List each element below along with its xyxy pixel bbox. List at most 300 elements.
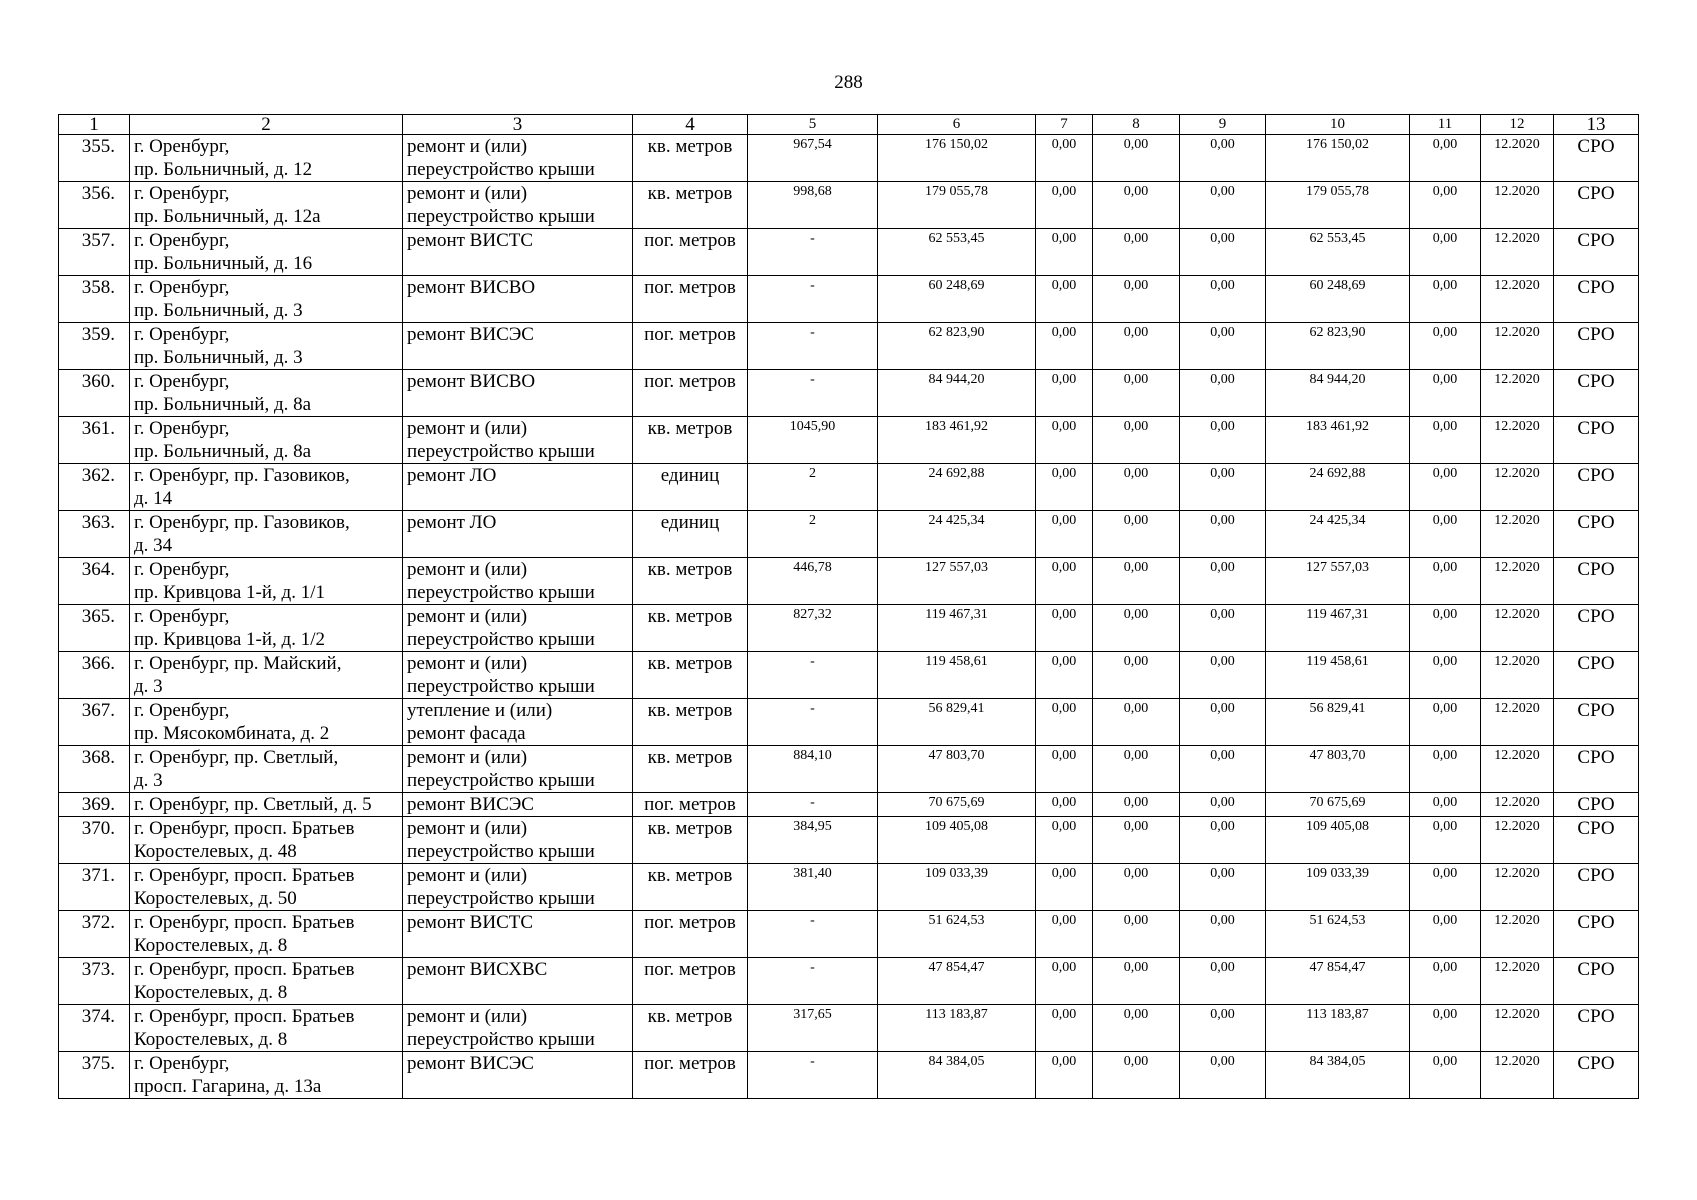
address-cell-line: г. Оренбург, пр. Майский, xyxy=(134,653,342,674)
work-type-cell-line: переустройство крыши xyxy=(407,629,595,650)
address-cell xyxy=(130,370,403,417)
row-number: 367. xyxy=(59,699,130,746)
value-cell-c9: 0,00 xyxy=(1180,605,1266,652)
value-cell-c9: 0,00 xyxy=(1180,323,1266,370)
unit-cell: пог. метров xyxy=(633,323,748,370)
value-cell-c12: 12.2020 xyxy=(1481,793,1554,817)
row-number: 363. xyxy=(59,511,130,558)
value-cell-c5: 317,65 xyxy=(748,1005,878,1052)
executor-cell: СРО xyxy=(1554,370,1639,417)
column-number: 3 xyxy=(403,115,633,135)
column-number: 5 xyxy=(748,115,878,135)
unit-cell: кв. метров xyxy=(633,135,748,182)
value-cell-c5: 967,54 xyxy=(748,135,878,182)
address-cell xyxy=(130,817,403,864)
value-cell-c6: 109 033,39 xyxy=(878,864,1036,911)
executor-cell: СРО xyxy=(1554,511,1639,558)
column-number: 7 xyxy=(1036,115,1093,135)
work-type-cell-line: переустройство крыши xyxy=(407,159,595,180)
page-number: 288 xyxy=(834,72,863,93)
address-cell xyxy=(130,464,403,511)
value-cell-c5: 446,78 xyxy=(748,558,878,605)
value-cell-c6: 60 248,69 xyxy=(878,276,1036,323)
executor-cell: СРО xyxy=(1554,417,1639,464)
row-number: 366. xyxy=(59,652,130,699)
table-row xyxy=(59,1052,1639,1099)
value-cell-c9: 0,00 xyxy=(1180,558,1266,605)
value-cell-c9: 0,00 xyxy=(1180,135,1266,182)
value-cell-c8: 0,00 xyxy=(1093,958,1180,1005)
value-cell-c7: 0,00 xyxy=(1036,1005,1093,1052)
value-cell-c10: 109 033,39 xyxy=(1266,864,1410,911)
table-row xyxy=(59,370,1639,417)
value-cell-c8: 0,00 xyxy=(1093,605,1180,652)
table-row xyxy=(59,864,1639,911)
value-cell-c5: - xyxy=(748,229,878,276)
address-cell-line: пр. Больничный, д. 3 xyxy=(134,347,303,368)
value-cell-c6: 109 405,08 xyxy=(878,817,1036,864)
row-number: 355. xyxy=(59,135,130,182)
address-cell-line: г. Оренбург, пр. Светлый, д. 5 xyxy=(134,794,372,815)
unit-cell: пог. метров xyxy=(633,1052,748,1099)
value-cell-c7: 0,00 xyxy=(1036,958,1093,1005)
unit-cell: кв. метров xyxy=(633,1005,748,1052)
value-cell-c12: 12.2020 xyxy=(1481,652,1554,699)
address-cell xyxy=(130,699,403,746)
value-cell-c8: 0,00 xyxy=(1093,182,1180,229)
value-cell-c5: - xyxy=(748,1052,878,1099)
row-number: 364. xyxy=(59,558,130,605)
value-cell-c6: 113 183,87 xyxy=(878,1005,1036,1052)
address-cell-line: д. 14 xyxy=(134,488,173,509)
address-cell-line: г. Оренбург, xyxy=(134,324,230,345)
value-cell-c7: 0,00 xyxy=(1036,817,1093,864)
work-type-cell xyxy=(403,370,633,417)
value-cell-c8: 0,00 xyxy=(1093,417,1180,464)
value-cell-c12: 12.2020 xyxy=(1481,699,1554,746)
work-type-cell xyxy=(403,958,633,1005)
address-cell xyxy=(130,229,403,276)
unit-cell: кв. метров xyxy=(633,864,748,911)
address-cell xyxy=(130,511,403,558)
value-cell-c12: 12.2020 xyxy=(1481,958,1554,1005)
value-cell-c11: 0,00 xyxy=(1410,1052,1481,1099)
column-number: 8 xyxy=(1093,115,1180,135)
value-cell-c12: 12.2020 xyxy=(1481,911,1554,958)
work-type-cell xyxy=(403,699,633,746)
value-cell-c9: 0,00 xyxy=(1180,746,1266,793)
value-cell-c6: 47 803,70 xyxy=(878,746,1036,793)
row-number: 373. xyxy=(59,958,130,1005)
unit-cell: кв. метров xyxy=(633,605,748,652)
unit-cell: кв. метров xyxy=(633,558,748,605)
column-number: 11 xyxy=(1410,115,1481,135)
executor-cell: СРО xyxy=(1554,182,1639,229)
executor-cell: СРО xyxy=(1554,746,1639,793)
column-number: 2 xyxy=(130,115,403,135)
address-cell-line: пр. Кривцова 1-й, д. 1/1 xyxy=(134,582,325,603)
value-cell-c12: 12.2020 xyxy=(1481,817,1554,864)
value-cell-c11: 0,00 xyxy=(1410,323,1481,370)
work-type-cell-line: ремонт фасада xyxy=(407,723,526,744)
work-type-cell-line: ремонт и (или) xyxy=(407,1006,528,1027)
unit-cell: единиц xyxy=(633,464,748,511)
value-cell-c6: 84 944,20 xyxy=(878,370,1036,417)
work-type-cell-line: переустройство крыши xyxy=(407,582,595,603)
value-cell-c10: 127 557,03 xyxy=(1266,558,1410,605)
work-type-cell-line: переустройство крыши xyxy=(407,676,595,697)
value-cell-c10: 119 467,31 xyxy=(1266,605,1410,652)
value-cell-c7: 0,00 xyxy=(1036,464,1093,511)
work-type-cell-line: ремонт и (или) xyxy=(407,653,528,674)
address-cell-line: г. Оренбург, xyxy=(134,559,230,580)
work-type-cell xyxy=(403,229,633,276)
value-cell-c5: - xyxy=(748,793,878,817)
work-type-cell xyxy=(403,1052,633,1099)
value-cell-c7: 0,00 xyxy=(1036,699,1093,746)
table-row xyxy=(59,699,1639,746)
executor-cell: СРО xyxy=(1554,864,1639,911)
column-number: 1 xyxy=(59,115,130,135)
address-cell-line: Коростелевых, д. 50 xyxy=(134,888,297,909)
table-row xyxy=(59,958,1639,1005)
value-cell-c5: 381,40 xyxy=(748,864,878,911)
address-cell xyxy=(130,911,403,958)
address-cell-line: д. 3 xyxy=(134,770,163,791)
unit-cell: пог. метров xyxy=(633,793,748,817)
table-row xyxy=(59,135,1639,182)
value-cell-c6: 62 823,90 xyxy=(878,323,1036,370)
work-type-cell xyxy=(403,605,633,652)
value-cell-c10: 179 055,78 xyxy=(1266,182,1410,229)
column-number: 10 xyxy=(1266,115,1410,135)
value-cell-c10: 24 425,34 xyxy=(1266,511,1410,558)
row-number: 375. xyxy=(59,1052,130,1099)
work-type-cell-line: переустройство крыши xyxy=(407,841,595,862)
work-type-cell-line: ремонт и (или) xyxy=(407,747,528,768)
work-type-cell xyxy=(403,911,633,958)
row-number: 372. xyxy=(59,911,130,958)
address-cell-line: пр. Больничный, д. 12а xyxy=(134,206,321,227)
unit-cell: пог. метров xyxy=(633,276,748,323)
value-cell-c7: 0,00 xyxy=(1036,229,1093,276)
table-row xyxy=(59,558,1639,605)
value-cell-c12: 12.2020 xyxy=(1481,1005,1554,1052)
value-cell-c8: 0,00 xyxy=(1093,817,1180,864)
unit-cell: кв. метров xyxy=(633,417,748,464)
work-type-cell xyxy=(403,417,633,464)
column-number: 9 xyxy=(1180,115,1266,135)
value-cell-c8: 0,00 xyxy=(1093,229,1180,276)
value-cell-c9: 0,00 xyxy=(1180,417,1266,464)
table-row xyxy=(59,817,1639,864)
value-cell-c5: 2 xyxy=(748,511,878,558)
value-cell-c7: 0,00 xyxy=(1036,276,1093,323)
value-cell-c11: 0,00 xyxy=(1410,511,1481,558)
value-cell-c8: 0,00 xyxy=(1093,793,1180,817)
work-type-cell xyxy=(403,746,633,793)
value-cell-c6: 176 150,02 xyxy=(878,135,1036,182)
address-cell-line: г. Оренбург, просп. Братьев xyxy=(134,818,355,839)
value-cell-c5: - xyxy=(748,958,878,1005)
address-cell-line: д. 34 xyxy=(134,535,173,556)
unit-cell: кв. метров xyxy=(633,652,748,699)
work-type-cell xyxy=(403,464,633,511)
value-cell-c6: 51 624,53 xyxy=(878,911,1036,958)
value-cell-c9: 0,00 xyxy=(1180,958,1266,1005)
value-cell-c9: 0,00 xyxy=(1180,911,1266,958)
value-cell-c9: 0,00 xyxy=(1180,1052,1266,1099)
address-cell xyxy=(130,276,403,323)
value-cell-c6: 24 692,88 xyxy=(878,464,1036,511)
work-type-cell-line: ремонт ВИСЭС xyxy=(407,794,534,815)
value-cell-c6: 24 425,34 xyxy=(878,511,1036,558)
value-cell-c5: 884,10 xyxy=(748,746,878,793)
value-cell-c8: 0,00 xyxy=(1093,276,1180,323)
executor-cell: СРО xyxy=(1554,652,1639,699)
row-number: 371. xyxy=(59,864,130,911)
work-type-cell-line: переустройство крыши xyxy=(407,1029,595,1050)
value-cell-c5: - xyxy=(748,370,878,417)
value-cell-c6: 179 055,78 xyxy=(878,182,1036,229)
executor-cell: СРО xyxy=(1554,464,1639,511)
address-cell-line: г. Оренбург, пр. Светлый, xyxy=(134,747,339,768)
address-cell-line: г. Оренбург, просп. Братьев xyxy=(134,1006,355,1027)
address-cell-line: г. Оренбург, просп. Братьев xyxy=(134,912,355,933)
value-cell-c11: 0,00 xyxy=(1410,958,1481,1005)
value-cell-c12: 12.2020 xyxy=(1481,464,1554,511)
value-cell-c8: 0,00 xyxy=(1093,746,1180,793)
row-number: 365. xyxy=(59,605,130,652)
work-type-cell-line: ремонт ВИСТС xyxy=(407,912,534,933)
work-type-cell-line: переустройство крыши xyxy=(407,206,595,227)
column-number: 4 xyxy=(633,115,748,135)
value-cell-c8: 0,00 xyxy=(1093,1052,1180,1099)
executor-cell: СРО xyxy=(1554,605,1639,652)
value-cell-c9: 0,00 xyxy=(1180,511,1266,558)
work-type-cell xyxy=(403,793,633,817)
address-cell xyxy=(130,605,403,652)
address-cell-line: пр. Больничный, д. 16 xyxy=(134,253,313,274)
value-cell-c12: 12.2020 xyxy=(1481,417,1554,464)
work-type-cell-line: ремонт и (или) xyxy=(407,865,528,886)
unit-cell: единиц xyxy=(633,511,748,558)
table-row xyxy=(59,652,1639,699)
value-cell-c11: 0,00 xyxy=(1410,276,1481,323)
address-cell xyxy=(130,652,403,699)
value-cell-c12: 12.2020 xyxy=(1481,135,1554,182)
address-cell-line: пр. Больничный, д. 8а xyxy=(134,441,312,462)
address-cell xyxy=(130,558,403,605)
value-cell-c11: 0,00 xyxy=(1410,229,1481,276)
address-cell xyxy=(130,1005,403,1052)
address-cell xyxy=(130,135,403,182)
unit-cell: кв. метров xyxy=(633,746,748,793)
work-type-cell-line: ремонт и (или) xyxy=(407,818,528,839)
value-cell-c12: 12.2020 xyxy=(1481,229,1554,276)
value-cell-c10: 183 461,92 xyxy=(1266,417,1410,464)
value-cell-c6: 70 675,69 xyxy=(878,793,1036,817)
address-cell-line: пр. Больничный, д. 8а xyxy=(134,394,312,415)
unit-cell: пог. метров xyxy=(633,370,748,417)
value-cell-c11: 0,00 xyxy=(1410,652,1481,699)
value-cell-c9: 0,00 xyxy=(1180,699,1266,746)
row-number: 368. xyxy=(59,746,130,793)
executor-cell: СРО xyxy=(1554,558,1639,605)
value-cell-c10: 47 854,47 xyxy=(1266,958,1410,1005)
row-number: 360. xyxy=(59,370,130,417)
executor-cell: СРО xyxy=(1554,229,1639,276)
value-cell-c11: 0,00 xyxy=(1410,746,1481,793)
value-cell-c7: 0,00 xyxy=(1036,323,1093,370)
address-cell xyxy=(130,182,403,229)
value-cell-c10: 84 384,05 xyxy=(1266,1052,1410,1099)
table-row xyxy=(59,464,1639,511)
address-cell-line: Коростелевых, д. 8 xyxy=(134,982,288,1003)
unit-cell: пог. метров xyxy=(633,229,748,276)
value-cell-c6: 119 467,31 xyxy=(878,605,1036,652)
executor-cell: СРО xyxy=(1554,911,1639,958)
value-cell-c11: 0,00 xyxy=(1410,911,1481,958)
value-cell-c9: 0,00 xyxy=(1180,793,1266,817)
row-number: 374. xyxy=(59,1005,130,1052)
value-cell-c5: 998,68 xyxy=(748,182,878,229)
work-type-cell-line: ремонт и (или) xyxy=(407,559,528,580)
value-cell-c9: 0,00 xyxy=(1180,464,1266,511)
value-cell-c9: 0,00 xyxy=(1180,817,1266,864)
executor-cell: СРО xyxy=(1554,958,1639,1005)
value-cell-c9: 0,00 xyxy=(1180,182,1266,229)
work-type-cell-line: ремонт ВИСХВС xyxy=(407,959,548,980)
value-cell-c11: 0,00 xyxy=(1410,864,1481,911)
work-type-cell xyxy=(403,135,633,182)
address-cell xyxy=(130,417,403,464)
value-cell-c7: 0,00 xyxy=(1036,135,1093,182)
table-row xyxy=(59,746,1639,793)
table-row xyxy=(59,417,1639,464)
address-cell-line: г. Оренбург, пр. Газовиков, xyxy=(134,512,350,533)
address-cell-line: г. Оренбург, xyxy=(134,277,230,298)
work-type-cell xyxy=(403,323,633,370)
work-type-cell xyxy=(403,276,633,323)
work-type-cell-line: ремонт и (или) xyxy=(407,183,528,204)
value-cell-c8: 0,00 xyxy=(1093,1005,1180,1052)
address-cell-line: г. Оренбург, пр. Газовиков, xyxy=(134,465,350,486)
executor-cell: СРО xyxy=(1554,817,1639,864)
executor-cell: СРО xyxy=(1554,276,1639,323)
value-cell-c7: 0,00 xyxy=(1036,911,1093,958)
value-cell-c10: 47 803,70 xyxy=(1266,746,1410,793)
address-cell xyxy=(130,864,403,911)
registry-table xyxy=(58,114,1639,1099)
table-row xyxy=(59,511,1639,558)
value-cell-c7: 0,00 xyxy=(1036,182,1093,229)
value-cell-c10: 113 183,87 xyxy=(1266,1005,1410,1052)
executor-cell: СРО xyxy=(1554,793,1639,817)
column-number: 13 xyxy=(1554,115,1639,135)
address-cell-line: г. Оренбург, xyxy=(134,371,230,392)
address-cell-line: Коростелевых, д. 8 xyxy=(134,1029,288,1050)
work-type-cell-line: переустройство крыши xyxy=(407,888,595,909)
value-cell-c12: 12.2020 xyxy=(1481,323,1554,370)
address-cell-line: г. Оренбург, xyxy=(134,230,230,251)
value-cell-c5: - xyxy=(748,323,878,370)
value-cell-c7: 0,00 xyxy=(1036,652,1093,699)
value-cell-c8: 0,00 xyxy=(1093,511,1180,558)
executor-cell: СРО xyxy=(1554,1005,1639,1052)
row-number: 358. xyxy=(59,276,130,323)
value-cell-c9: 0,00 xyxy=(1180,864,1266,911)
address-cell xyxy=(130,323,403,370)
work-type-cell-line: ремонт и (или) xyxy=(407,136,528,157)
value-cell-c7: 0,00 xyxy=(1036,1052,1093,1099)
value-cell-c12: 12.2020 xyxy=(1481,1052,1554,1099)
value-cell-c8: 0,00 xyxy=(1093,558,1180,605)
value-cell-c5: - xyxy=(748,911,878,958)
value-cell-c11: 0,00 xyxy=(1410,605,1481,652)
executor-cell: СРО xyxy=(1554,699,1639,746)
work-type-cell-line: ремонт ВИСЭС xyxy=(407,1053,534,1074)
value-cell-c10: 176 150,02 xyxy=(1266,135,1410,182)
value-cell-c10: 62 823,90 xyxy=(1266,323,1410,370)
table-row xyxy=(59,323,1639,370)
executor-cell: СРО xyxy=(1554,323,1639,370)
work-type-cell-line: ремонт и (или) xyxy=(407,418,528,439)
value-cell-c10: 62 553,45 xyxy=(1266,229,1410,276)
value-cell-c7: 0,00 xyxy=(1036,793,1093,817)
address-cell-line: пр. Больничный, д. 12 xyxy=(134,159,313,180)
address-cell-line: г. Оренбург, xyxy=(134,606,230,627)
value-cell-c10: 56 829,41 xyxy=(1266,699,1410,746)
address-cell-line: Коростелевых, д. 48 xyxy=(134,841,297,862)
value-cell-c9: 0,00 xyxy=(1180,276,1266,323)
value-cell-c11: 0,00 xyxy=(1410,417,1481,464)
address-cell-line: г. Оренбург, просп. Братьев xyxy=(134,865,355,886)
value-cell-c8: 0,00 xyxy=(1093,323,1180,370)
unit-cell: пог. метров xyxy=(633,911,748,958)
address-cell-line: г. Оренбург, xyxy=(134,136,230,157)
value-cell-c10: 109 405,08 xyxy=(1266,817,1410,864)
unit-cell: пог. метров xyxy=(633,958,748,1005)
value-cell-c5: 1045,90 xyxy=(748,417,878,464)
value-cell-c6: 127 557,03 xyxy=(878,558,1036,605)
value-cell-c8: 0,00 xyxy=(1093,370,1180,417)
value-cell-c6: 47 854,47 xyxy=(878,958,1036,1005)
address-cell-line: д. 3 xyxy=(134,676,163,697)
unit-cell: кв. метров xyxy=(633,817,748,864)
work-type-cell xyxy=(403,652,633,699)
work-type-cell xyxy=(403,182,633,229)
address-cell xyxy=(130,1052,403,1099)
value-cell-c11: 0,00 xyxy=(1410,370,1481,417)
value-cell-c9: 0,00 xyxy=(1180,652,1266,699)
value-cell-c10: 51 624,53 xyxy=(1266,911,1410,958)
table-row xyxy=(59,182,1639,229)
work-type-cell-line: утепление и (или) xyxy=(407,700,553,721)
value-cell-c6: 62 553,45 xyxy=(878,229,1036,276)
value-cell-c12: 12.2020 xyxy=(1481,370,1554,417)
value-cell-c10: 119 458,61 xyxy=(1266,652,1410,699)
address-cell-line: г. Оренбург, xyxy=(134,1053,230,1074)
value-cell-c7: 0,00 xyxy=(1036,370,1093,417)
value-cell-c12: 12.2020 xyxy=(1481,864,1554,911)
value-cell-c6: 119 458,61 xyxy=(878,652,1036,699)
value-cell-c7: 0,00 xyxy=(1036,511,1093,558)
value-cell-c11: 0,00 xyxy=(1410,1005,1481,1052)
value-cell-c5: 2 xyxy=(748,464,878,511)
value-cell-c8: 0,00 xyxy=(1093,652,1180,699)
value-cell-c5: 827,32 xyxy=(748,605,878,652)
